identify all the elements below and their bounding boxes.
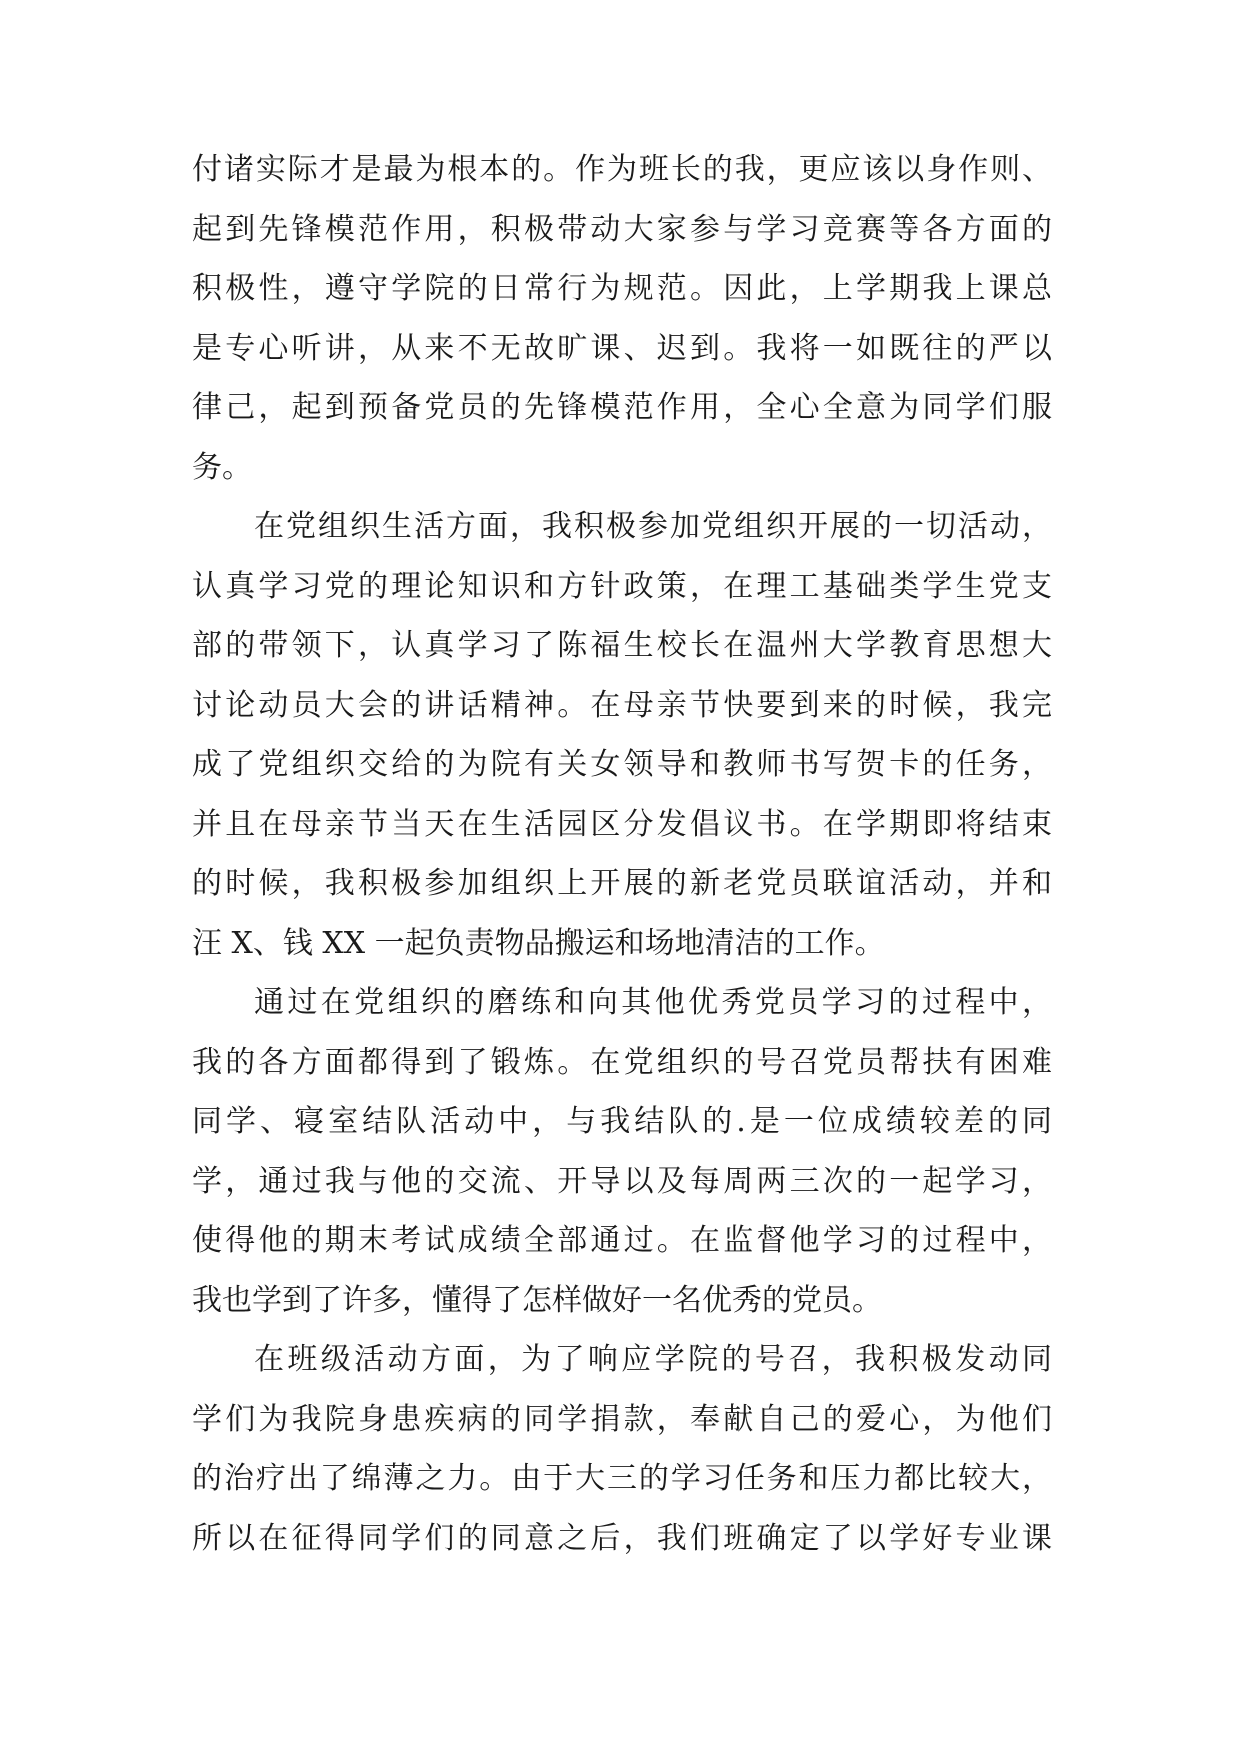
text-line: 学，通过我与他的交流、开导以及每周两三次的一起学习， [192,1163,1052,1199]
text-line: 同学、寝室结队活动中，与我结队的.是一位成绩较差的同 [192,1104,1052,1139]
text-line: 律己，起到预备党员的先锋模范作用，全心全意为同学们服 [192,390,1052,425]
text-line: 起到先锋模范作用，积极带动大家参与学习竞赛等各方面的 [192,211,1052,247]
paragraph-4 [192,1330,1052,1568]
text-line: 我也学到了许多，懂得了怎样做好一名优秀的党员。 [192,1282,882,1318]
text-line: 讨论动员大会的讲话精神。在母亲节快要到来的时候，我完 [192,687,1052,723]
text-line: 认真学习党的理论知识和方针政策，在理工基础类学生党支 [192,568,1052,604]
document-body [192,140,1052,1568]
paragraph-1 [192,140,1052,497]
text-line: 在班级活动方面，为了响应学院的号召，我积极发动同 [254,1342,1052,1377]
text-line: 积极性，遵守学院的日常行为规范。因此，上学期我上课总 [192,271,1052,306]
text-line: 所以在征得同学们的同意之后，我们班确定了以学好专业课 [192,1520,1052,1556]
text-line: 成了党组织交给的为院有关女领导和教师书写贺卡的任务， [192,747,1052,782]
text-line: 的治疗出了绵薄之力。由于大三的学习任务和压力都比较大， [192,1461,1052,1496]
text-line: 并且在母亲节当天在生活园区分发倡议书。在学期即将结束 [192,806,1052,842]
paragraph-2 [192,497,1052,973]
text-line: 是专心听讲，从来不无故旷课、迟到。我将一如既往的严以 [192,330,1052,366]
text-line: 务。 [192,449,252,485]
text-line: 汪 X、钱 XX 一起负责物品搬运和场地清洁的工作。 [192,925,885,961]
text-line: 部的带领下，认真学习了陈福生校长在温州大学教育思想大 [192,628,1052,663]
text-line: 我的各方面都得到了锻炼。在党组织的号召党员帮扶有困难 [192,1044,1052,1080]
text-line: 的时候，我积极参加组织上开展的新老党员联谊活动，并和 [192,866,1052,901]
text-line: 使得他的期末考试成绩全部通过。在监督他学习的过程中， [192,1223,1052,1258]
text-line: 学们为我院身患疾病的同学捐款，奉献自己的爱心，为他们 [192,1401,1052,1437]
paragraph-3 [192,973,1052,1330]
text-line: 通过在党组织的磨练和向其他优秀党员学习的过程中， [254,985,1052,1020]
text-line: 付诸实际才是最为根本的。作为班长的我，更应该以身作则、 [192,152,1052,187]
text-line: 在党组织生活方面，我积极参加党组织开展的一切活动， [254,509,1052,544]
